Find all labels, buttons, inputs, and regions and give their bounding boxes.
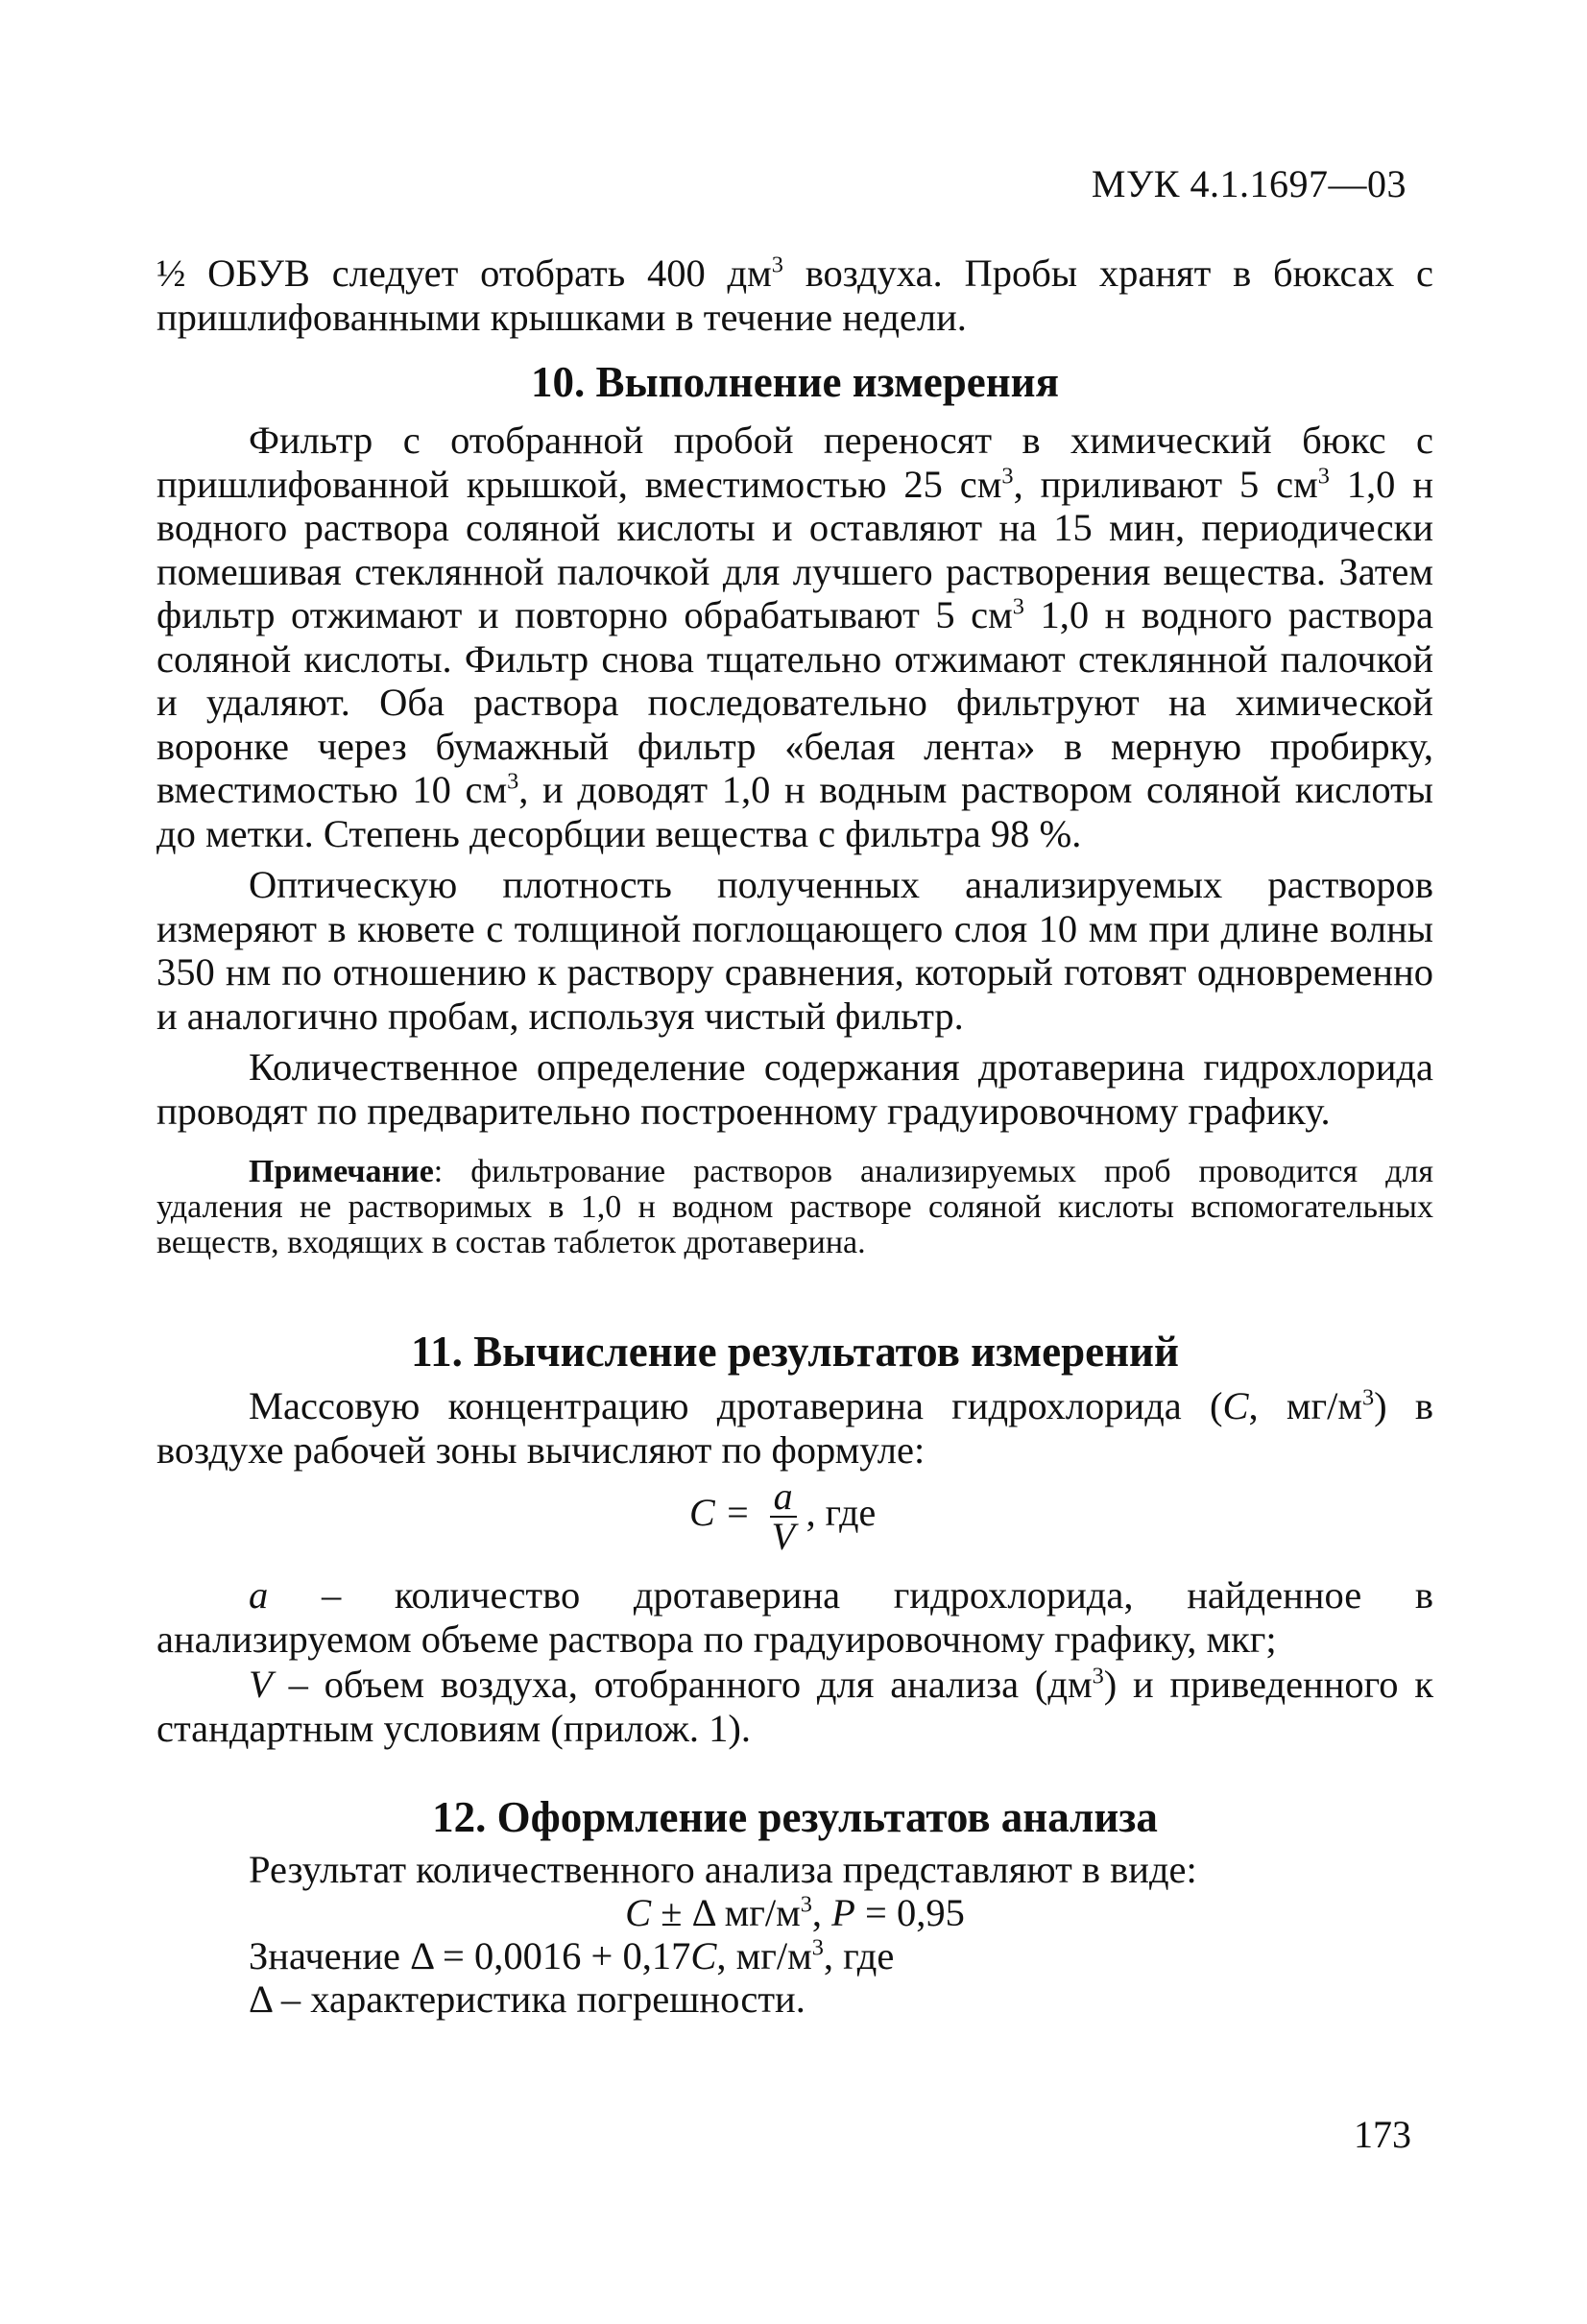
section-10 bbox=[156, 355, 1433, 1260]
section-10-paragraph-2: Оптическую плотность полученных анализируемых растворов измеряют в кювете с толщиной поглощающего слоя 10 мм при длине волны 350 нм по отношению к раствору сравнения, который готовят одновременно и аналогично пробам, используя чистый фильтр. bbox=[156, 863, 1433, 1038]
section-11-paragraph-1: Массовую концентрацию дротаверина гидрохлорида (С, $мг/м^3$) в воздухе рабочей зоны вычисляют по формуле: bbox=[156, 1384, 1433, 1472]
section-11 bbox=[156, 1325, 1433, 1750]
section-12-line-3: Значение Δ = 0,0016 + 0,17С, $мг/м^3$, где bbox=[249, 1934, 895, 1977]
section-12-formula-line: С ± Δ $мг/м^3$, Р = 0,95 bbox=[625, 1891, 965, 1934]
section-12 bbox=[156, 1790, 1433, 2021]
formula-block bbox=[156, 1472, 1433, 1573]
section-12-line-1: Результат количественного анализа представляют в виде: bbox=[249, 1848, 1197, 1891]
page-number: 173 bbox=[1354, 2113, 1411, 2156]
formula-denominator: V bbox=[771, 1515, 795, 1558]
section-12-line-4: Δ – характеристика погрешности. bbox=[249, 1977, 806, 2021]
section-10-paragraph-3: Количественное определение содержания дротаверина гидрохлорида проводят по предварительно построенному градуировочному графику. bbox=[156, 1045, 1433, 1133]
definition-v: V – объем воздуха, отобранного для анализа $(дм^3)$ и приведенного к стандартным условиям (прилож. 1). bbox=[156, 1663, 1434, 1750]
formula-tail: , где bbox=[806, 1491, 877, 1535]
document-code-header: МУК 4.1.1697—03 bbox=[1091, 162, 1407, 205]
intro-block bbox=[156, 252, 1433, 339]
intro-paragraph: ½ ОБУВ следует отобрать 400 $дм^3$ воздуха. Пробы хранят в бюксах с пришлифованными крышками в течение недели. bbox=[156, 252, 1433, 339]
formula-numerator: а bbox=[770, 1477, 797, 1518]
definition-a: а – количество дротаверина гидрохлорида, найденное в анализируемом объеме раствора по градуировочному графику, мкг; bbox=[156, 1573, 1433, 1661]
note-label: Примечание bbox=[249, 1154, 434, 1189]
section-12-title: 12. Оформление результатов анализа bbox=[432, 1793, 1158, 1841]
section-10-title: 10. Выполнение измерения bbox=[531, 358, 1059, 406]
formula-lhs: С = bbox=[689, 1491, 760, 1535]
section-10-note: Примечание: фильтрование растворов анализируемых проб проводится для удаления не растворимых в 1,0 н водном растворе соляной кислоты вспомогательных веществ, входящих в состав таблеток дротаверина. bbox=[156, 1154, 1433, 1260]
section-10-paragraph-1: Фильтр с отобранной пробой переносят в химический бюкс с пришлифованной крышкой, вместимостью 25 $см^3$, приливают 5 $см^3$ 1,0 н водного раствора соляной кислоты и оставляют на 15 мин, периодически помешивая стеклянной палочкой для лучшего растворения вещества. Затем фильтр отжимают и повторно обрабатывают 5 $см^3$ 1,0 н водного раствора соляной кислоты. Фильтр снова тщательно отжимают стеклянной палочкой и удаляют. Оба раствора последовательно фильтруют на химической воронке через бумажный фильтр «белая лента» в мерную пробирку, вместимостью 10 $см^3$, и доводят 1,0 н водным раствором соляной кислоты до метки. Степень десорбции вещества с фильтра 98 %. bbox=[156, 419, 1433, 855]
section-11-title: 11. Вычисление результатов измерений bbox=[411, 1328, 1179, 1376]
formula bbox=[689, 1474, 877, 1558]
formula-fraction bbox=[770, 1474, 797, 1558]
